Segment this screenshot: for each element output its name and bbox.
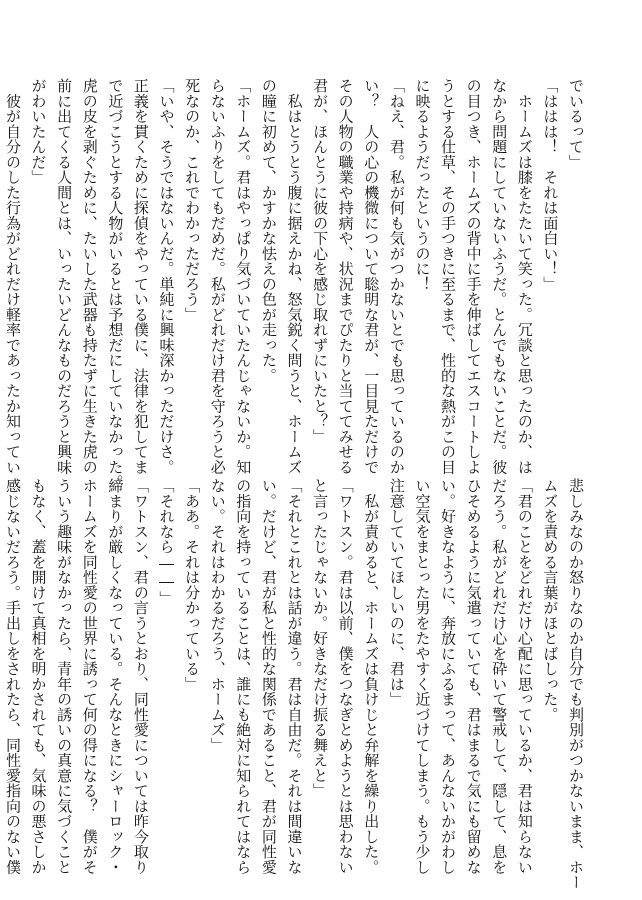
upper-line: がわいたんだ」	[29, 78, 48, 185]
lower-line: 「ワトスン。君は以前、僕をつなぎとめようとは思わない	[336, 478, 355, 875]
upper-line: 正義を貫くために探偵をやっている僕に、法律を犯してま	[131, 78, 150, 475]
upper-line: らないふりをしてもだめだ。私がどれだけ君を守ろうと必	[208, 78, 227, 475]
lower-line: い空気をまとった男をたやすく近づけてしまう。もう少し	[413, 478, 432, 875]
upper-line: の目つき、ホームズの背中に手を伸ばしてエスコートしよ	[464, 78, 483, 475]
upper-line: 「ねえ、君。私が何も気がつかないとでも思っているのか	[387, 78, 406, 475]
upper-line: 死なのか、これでわかっただろう」	[183, 78, 202, 322]
upper-line: 「ホームズ。君はやっぱり気づいていたんじゃないか。知	[234, 78, 253, 475]
upper-line: に映るようだったというのに！	[413, 78, 432, 292]
upper-line: うとする仕草、その手つきに至るまで、性的な熱がこの目	[439, 78, 458, 475]
upper-line: 私はとうとう腹に据えかね、怒気鋭く問うと、ホームズ	[285, 78, 304, 475]
lower-line: 注意していてほしいのに、君は」	[387, 478, 406, 707]
upper-line: 虎の皮を剥ぐために、たいした武器も持たずに生きた虎の	[80, 78, 99, 475]
text-block-lower	[3, 478, 588, 890]
upper-line: い？ 人の心の機微について聡明な君が、一目見ただけで	[362, 78, 381, 475]
upper-line: その人物の職業や持病や、状況までぴたりと当ててみせる	[336, 78, 355, 475]
lower-line: い。好きなように、奔放にふるまって、あんないかがわし	[439, 478, 458, 875]
lower-line: 締まりが厳しくなっている。そんなときにシャーロック・	[106, 478, 125, 875]
lower-line: 私が責めると、ホームズは負けじと弁解を繰り出した。	[362, 478, 381, 875]
upper-line: 「ははは！ それは面白い！」	[541, 78, 560, 292]
upper-line: ホームズは膝をたたいて笑った。冗談と思ったのか、は	[515, 78, 534, 475]
lower-line: の指向を持っていることは、誰にも絶対に知られてはなら	[234, 478, 253, 875]
lower-line: 「君のことをどれだけ心配に思っているか、君は知らない	[515, 478, 534, 875]
upper-line: でいるって」	[567, 78, 585, 170]
lower-line: 悲しみなのか怒りなのか自分でも判別がつかないまま、ホー	[567, 478, 585, 890]
lower-line: ムズを責める言葉がほとばしった。	[541, 478, 560, 722]
lower-line: 「それとこれとは話が違う。君は自由だ。それは間違いな	[285, 478, 304, 875]
lower-line: 「ワトスン、君の言うとおり、同性愛については昨今取り	[131, 478, 150, 875]
upper-line: で近づこうとする人物がいるとは予想だにしていなかった。	[106, 78, 125, 490]
lower-line: 「それなら――」	[157, 478, 176, 606]
lower-line: 「ああ。それは分かっている」	[183, 478, 202, 692]
upper-line: 君が、ほんとうに彼の下心を感じ取れずにいたと？」	[311, 78, 330, 444]
upper-line: 「いや、そうではないんだ。単純に興味深かっただけさ。	[157, 78, 176, 475]
text-block-upper	[3, 78, 588, 490]
lower-line: ない。それはわかるだろう、ホームズ」	[208, 478, 227, 753]
upper-line: の瞳に初めて、かすかな怯えの色が走った。	[259, 78, 278, 383]
upper-line: 前に出てくる人間とは、いったいどんなものだろうと興味	[55, 78, 74, 475]
lower-line: ひそめるように気遣っていても、君はまるで気にも留めな	[464, 478, 483, 875]
lower-line: と言ったじゃないか。好きなだけ振る舞えと」	[311, 478, 330, 799]
upper-line: なから問題にしていないふうだ。とんでもないことだ。彼	[490, 78, 509, 475]
lower-line: もなく、蓋を開けて真相を明かされても、気味の悪さしか	[29, 478, 48, 875]
lower-line: 感じないだろう。手出しをされたら、同性愛指向のない僕	[3, 478, 22, 875]
lower-line: ういう趣味がなかったら、青年の誘いの真意に気づくこと	[55, 478, 74, 875]
upper-line: 彼が自分のした行為がどれだけ軽率であったか知ってい	[3, 78, 22, 475]
lower-line: い。だけど、君が私と性的な関係であること、君が同性愛	[259, 478, 278, 875]
lower-line: ホームズを同性愛の世界に誘って何の得になる？ 僕がそ	[80, 478, 99, 875]
lower-line: だろう。私がどれだけ心を砕いて警戒して、隠して、息を	[490, 478, 509, 875]
